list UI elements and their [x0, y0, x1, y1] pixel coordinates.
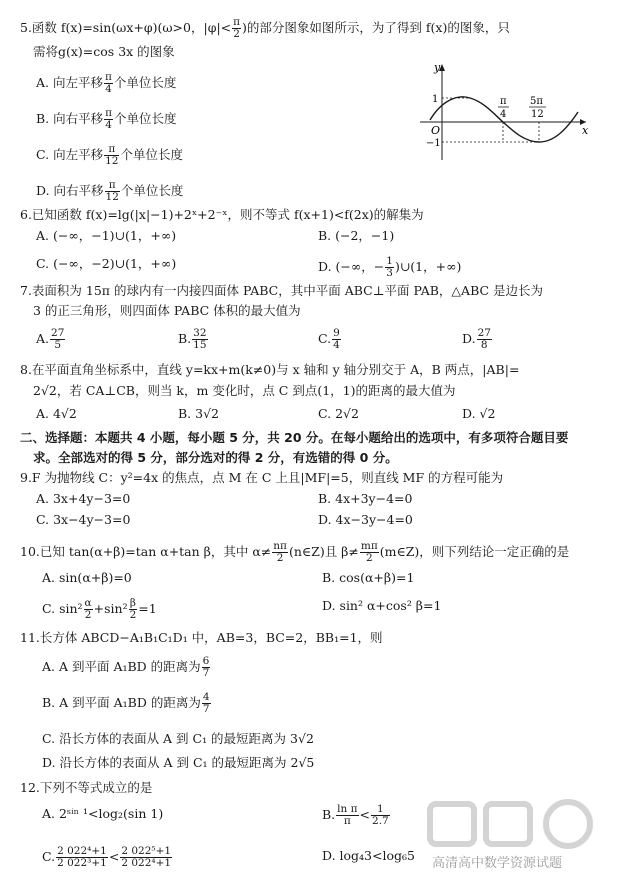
q10-stem: 10.已知 tan(α+β)=tan α+tan β，其中 α≠ $\frac{n\pi}{2}$ (n∈Z)且 β≠ $\frac{m\pi}{2}$ (m∈Z)，则下列结论一定正确的是 [20, 540, 570, 564]
y-label: y [434, 62, 441, 74]
q9-stem: 9.F 为抛物线 C：y²=4x 的焦点，点 M 在 C 上且|MF|=5，则直线 MF 的方程可能为 [20, 470, 504, 485]
q10-option-c: C. sin² $\frac{\alpha}{2}$ +sin² $\frac{\beta}{2}$ =1 [42, 597, 157, 621]
section2-heading-line2: 求。全部选对的得 5 分，部分选对的得 2 分，有选错的得 0 分。 [33, 450, 398, 465]
q12-option-a: A. 2ˢⁱⁿ ¹<log₂(sin 1) [42, 806, 164, 821]
q5-sine-graph [418, 62, 590, 162]
x-label: x [582, 124, 589, 137]
q8-option-d: D. √2 [462, 406, 496, 421]
q8-stem-line1: 8.在平面直角坐标系中，直线 y=kx+m(k≠0)与 x 轴和 y 轴分别交于 A，B 两点，|AB|= [20, 362, 520, 377]
q7-option-d: D. $\frac{27}{8}$ [462, 327, 491, 351]
q9-option-c: C. 3x−4y−3=0 [36, 512, 131, 527]
q8-stem-line2: 2√2，若 CA⊥CB，则当 k，m 变化时，点 C 到点(1，1)的距离的最大值为 [33, 383, 456, 398]
q7-stem-line2: 3 的正三角形，则四面体 PABC 体积的最大值为 [33, 303, 301, 318]
q12-option-d: D. log₄3<log₆5 [322, 848, 415, 863]
tick-5pi-num: 5π [530, 96, 543, 107]
q9-option-a: A. 3x+4y−3=0 [36, 491, 131, 506]
q5-option-c: C. 向左平移 $\frac{\pi}{12}$ 个单位长度 [36, 143, 183, 167]
q11-stem: 11.长方体 ABCD−A₁B₁C₁D₁ 中，AB=3，BC=2，BB₁=1，则 [20, 630, 383, 645]
q7-option-c: C. $\frac{9}{4}$ [318, 327, 340, 351]
q7-option-b: B. $\frac{32}{15}$ [178, 327, 207, 351]
fraction: $\frac{\pi}{2}$ [233, 16, 241, 40]
q10-option-a: A. sin(α+β)=0 [42, 570, 132, 585]
q12-stem: 12.下列不等式成立的是 [20, 780, 153, 795]
q5-option-a: A. 向左平移 $\frac{\pi}{4}$ 个单位长度 [36, 71, 177, 95]
q6-stem: 6.已知函数 f(x)=lg(|x|−1)+2ˣ+2⁻ˣ，则不等式 f(x+1)<f(2x)的解集为 [20, 207, 424, 222]
q12-option-c: C. $\frac{\text{2 022⁴+1}}{\text{2 022³+1}}$ < $\frac{\text{2 022⁵+1}}{\text{2 022⁴+1}}$ [42, 845, 172, 869]
q9-option-d: D. 4x−3y−4=0 [318, 512, 413, 527]
q7-option-a: A. $\frac{27}{5}$ [36, 327, 65, 351]
q5-option-b: B. 向右平移 $\frac{\pi}{4}$ 个单位长度 [36, 107, 177, 131]
q12-option-b: B. $\frac{\text{ln π}}{\pi}$ < $\frac{1}{2.7}$ [322, 803, 389, 827]
tick-1: 1 [432, 94, 439, 105]
q8-option-b: B. 3√2 [178, 406, 220, 421]
q11-option-d: D. 沿长方体的表面从 A 到 C₁ 的最短距离为 2√5 [42, 755, 315, 770]
q6-option-c: C. (−∞，−2)∪(1，+∞) [36, 256, 177, 271]
tick-pi-den: 4 [500, 109, 507, 120]
q8-option-a: A. 4√2 [36, 406, 77, 421]
q6-option-b: B. (−2，−1) [318, 228, 395, 243]
q6-option-a: A. (−∞，−1)∪(1，+∞) [36, 228, 177, 243]
q10-option-b: B. cos(α+β)=1 [322, 570, 415, 585]
q11-option-a: A. A 到平面 A₁BD 的距离为 $\frac{6}{7}$ [42, 655, 210, 679]
tick-neg1: −1 [426, 138, 441, 149]
q5-option-d: D. 向右平移 $\frac{\pi}{12}$ 个单位长度 [36, 179, 184, 203]
q11-option-c: C. 沿长方体的表面从 A 到 C₁ 的最短距离为 3√2 [42, 731, 314, 746]
tick-pi-num: π [500, 96, 507, 107]
q5-stem-line2: 需将g(x)=cos 3x 的图象 [33, 44, 175, 59]
q5-stem-line1: 5.函数 f(x)=sin(ωx+φ)(ω>0，|φ|< $\frac{\pi}{2}$ )的部分图象如图所示，为了得到 f(x)的图象，只 [20, 16, 510, 40]
q6-option-d: D. (−∞，− $\frac{1}{3}$ )∪(1，+∞) [318, 255, 462, 279]
q9-option-b: B. 4x+3y−4=0 [318, 491, 413, 506]
watermark-text: 高清高中数学资源试题 [432, 856, 563, 871]
origin-label: O [431, 124, 441, 137]
q11-option-b: B. A 到平面 A₁BD 的距离为 $\frac{4}{7}$ [42, 691, 210, 715]
section2-heading-line1: 二、选择题：本题共 4 小题，每小题 5 分，共 20 分。在每小题给出的选项中，有多项符合题目要 [20, 430, 569, 445]
tick-5pi-den: 12 [531, 109, 544, 120]
q7-stem-line1: 7.表面积为 15π 的球内有一内接四面体 PABC，其中平面 ABC⊥平面 PAB，△ABC 是边长为 [20, 283, 544, 298]
watermark-logo [420, 796, 610, 856]
q10-option-d: D. sin² α+cos² β=1 [322, 598, 442, 613]
q8-option-c: C. 2√2 [318, 406, 359, 421]
